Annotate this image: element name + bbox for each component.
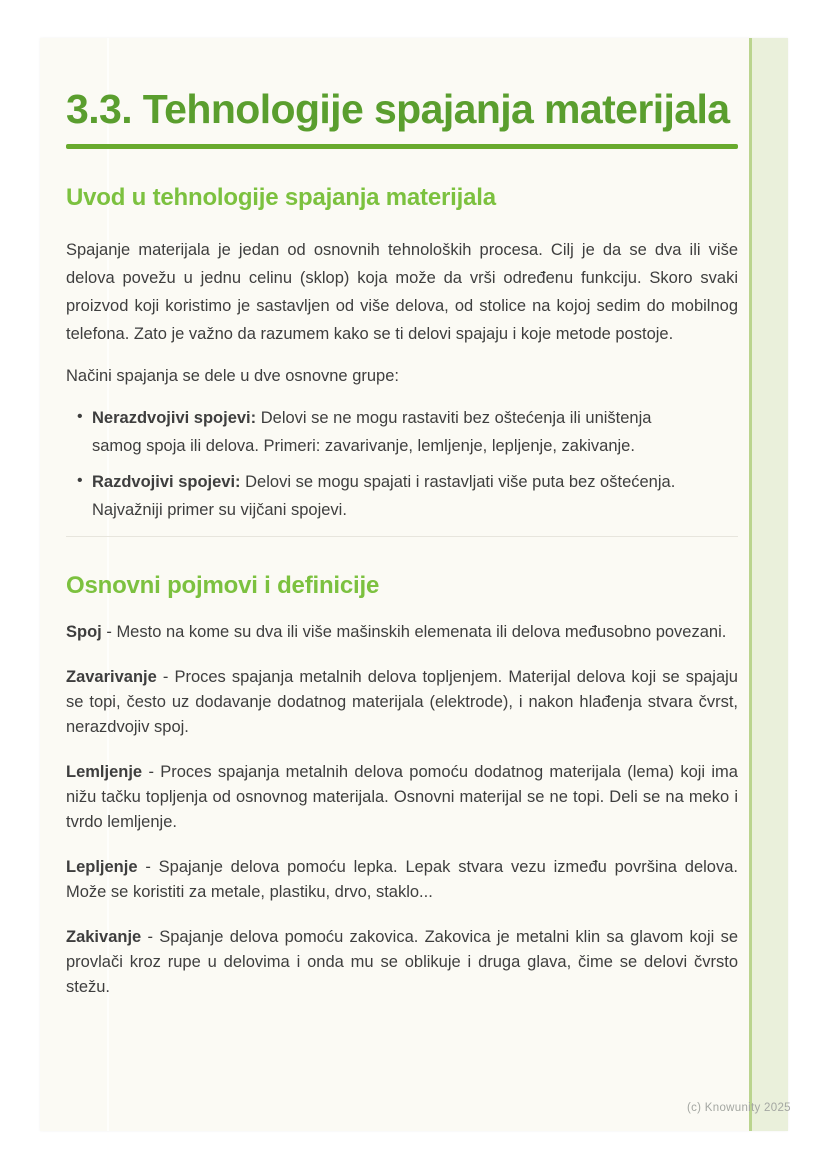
definition-term: Spoj [66,623,102,641]
title-underline [66,144,738,149]
definitions-list [66,620,738,1000]
bullet-text: Delovi se ne mogu rastaviti bez oštećenja ili uništenja samog spoja ili delova. Primeri: zavarivanje, lemljenje, lepljenje, zakivanje. [92,409,652,455]
definition-separator: - [145,858,151,876]
definition-paragraph [66,665,738,740]
definition-text: Spajanje delova pomoću zakovica. Zakovica je metalni klin sa glavom koji se provlači kroz rupe u delovima i onda mu se oblikuje i druga glava, čime se delovi čvrsto stežu. [66,928,738,996]
definition-text: Spajanje delova pomoću lepka. Lepak stvara vezu između površina delova. Može se koristiti za metale, plastiku, drvo, staklo... [66,858,738,901]
bullet-icon: • [77,472,83,489]
section-heading-pojmovi: Osnovni pojmovi i definicije [66,572,380,599]
definition-text: Proces spajanja metalnih delova topljenjem. Materijal delova koji se spajaju se topi, često uz dodavanje dodatnog materijala (elektrode), i nakon hlađenja stvara čvrst, nerazdvojiv spoj. [66,668,738,736]
bullet-term: Nerazdvojivi spojevi: [92,409,257,427]
intro-paragraph: Spajanje materijala je jedan od osnovnih tehnoloških procesa. Cilj je da se dva ili više delova povežu u jednu celinu (sklop) koja može da vrši određenu funkciju. Skoro svaki proizvod koji koristimo je sastavljen od više delova, od stolice na kojoj sedim do mobilnog telefona. Zato je važno da razumem kako se ti delovi spajaju i koje metode postoje. [66,241,738,343]
definition-separator: - [148,763,154,781]
bullet-term: Razdvojivi spojevi: [92,473,241,491]
definition-term: Lemljenje [66,763,143,781]
section-divider [66,536,738,537]
definition-term: Zavarivanje [66,668,157,686]
bullet-item [66,468,677,524]
definition-paragraph [66,855,738,905]
definition-term: Zakivanje [66,928,142,946]
definition-text: Mesto na kome su dva ili više mašinskih elemenata ili delova međusobno povezani. [116,623,727,641]
bullet-list [66,404,738,524]
definition-text: Proces spajanja metalnih delova pomoću dodatnog materijala (lema) koji ima nižu tačku topljenja od osnovnog materijala. Osnovni materijal se ne topi. Deli se na meko i tvrdo lemljenje. [66,763,738,831]
definition-paragraph [66,620,738,645]
footer-credit: (c) Knowunity 2025 [687,1102,791,1114]
accent-strip [749,38,788,1131]
bullet-icon: • [77,408,83,425]
document-content [40,38,738,1000]
section-heading-uvod: Uvod u tehnologije spajanja materijala [66,184,496,211]
definition-paragraph [66,925,738,1000]
definition-separator: - [162,668,169,686]
definition-term: Lepljenje [66,858,138,876]
definition-paragraph [66,760,738,835]
document-title: 3.3. Tehnologije spajanja materijala [66,86,730,132]
definition-separator: - [147,928,153,946]
page-card [40,38,788,1131]
bullet-text: Delovi se mogu spajati i rastavljati više puta bez oštećenja. Najvažniji primer su vijčani spojevi. [92,473,676,519]
bullet-item [66,404,677,460]
list-intro: Načini spajanja se dele u dve osnovne grupe: [66,367,399,385]
definition-separator: - [106,623,112,641]
